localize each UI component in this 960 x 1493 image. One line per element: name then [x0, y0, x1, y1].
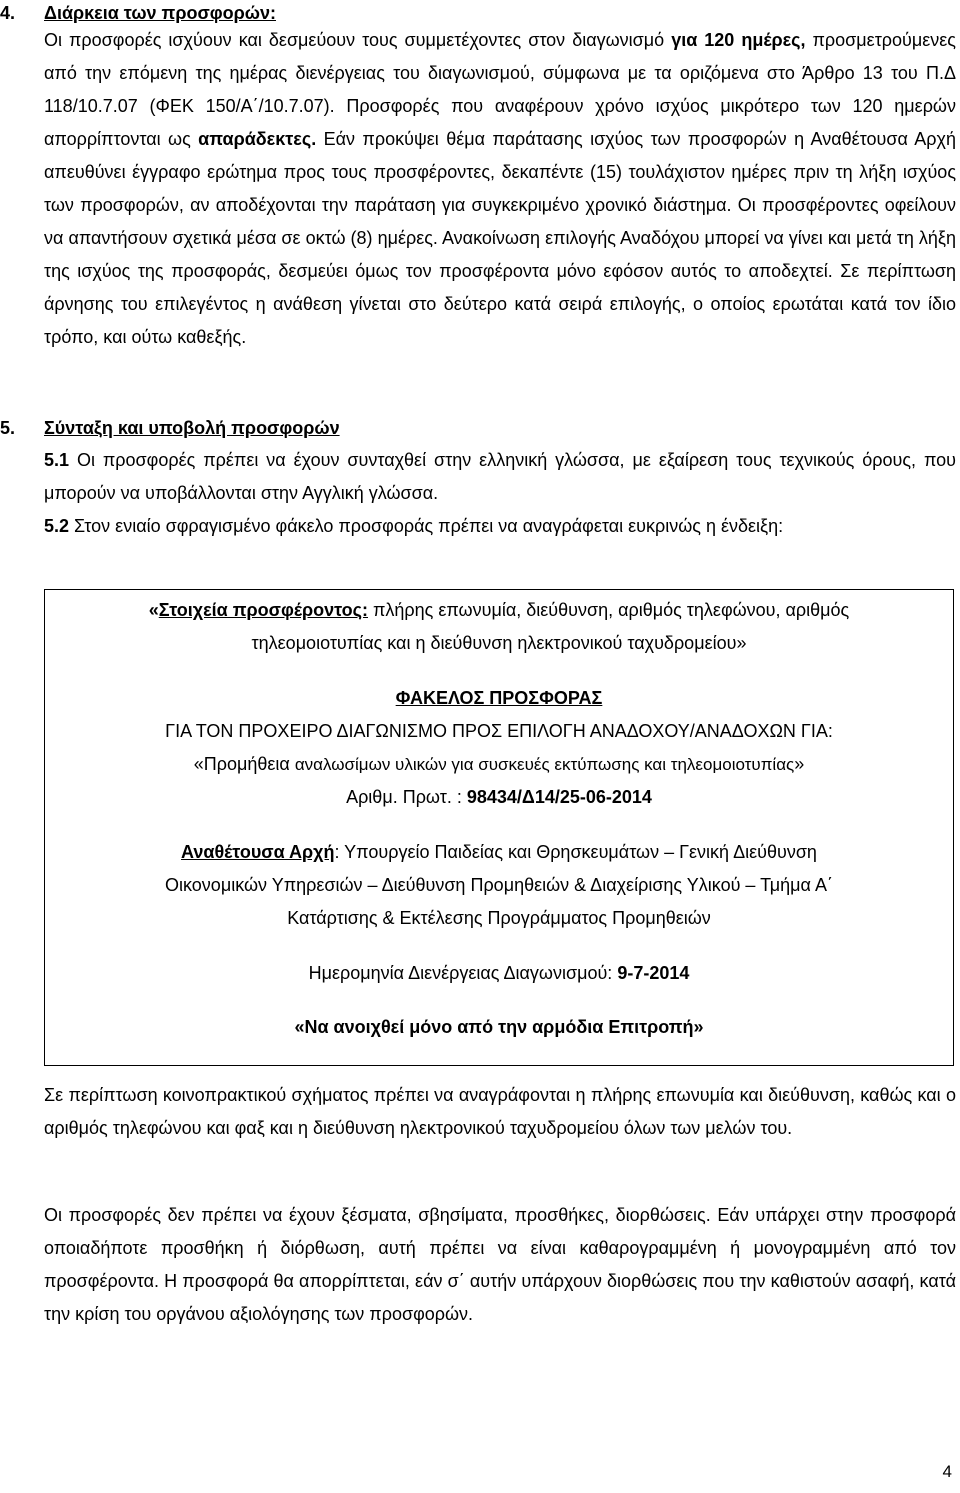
protocol-line — [45, 781, 953, 814]
paragraph-5-1 — [44, 444, 956, 510]
tender-date-label: Ημερομηνία Διενέργειας Διαγωνισμού: — [308, 963, 618, 983]
tender-date-line — [45, 957, 953, 990]
bidder-details-label: Στοιχεία προσφέροντος: — [158, 600, 368, 620]
tender-date-value: 9-7-2014 — [617, 963, 690, 983]
authority-line-3: Κατάρτισης & Εκτέλεσης Προγράμματος Προμηθειών — [287, 908, 711, 928]
committee-note: «Να ανοιχθεί μόνο από την αρμόδια Επιτροπή» — [294, 1017, 704, 1037]
text-run: πλήρης επωνυμία, διεύθυνση, αριθμός τηλεφώνου, αριθμός — [368, 600, 850, 620]
page-number: 4 — [942, 1462, 952, 1481]
section-4-paragraph — [44, 24, 956, 354]
envelope-label-box — [44, 589, 954, 1066]
text-run: Οι προσφορές πρέπει να έχουν συνταχθεί στην ελληνική γλώσσα, με εξαίρεση τους τεχνικούς όρους, που μπορούν να υποβάλλονται στην Αγγλική γλώσσα. — [44, 450, 956, 503]
section-4-title: Διάρκεια των προσφορών: — [44, 3, 276, 23]
clause-number: 5.1 — [44, 450, 70, 470]
text-run: Οι προσφορές ισχύουν και δεσμεύουν τους συμμετέχοντες στον διαγωνισμό — [44, 30, 672, 50]
tender-line: ΓΙΑ ΤΟΝ ΠΡΟΧΕΙΡΟ ΔΙΑΓΩΝΙΣΜΟ ΠΡΟΣ ΕΠΙΛΟΓΗ ΑΝΑΔΟΧΟΥ/ΑΝΑΔΟΧΩΝ ΓΙΑ: — [165, 721, 833, 741]
text-run: προσμετρούμενες από την επόμενη της ημέρας διενέργειας του διαγωνισμού, σύμφωνα με τα οριζόμενα στο Άρθρο 13 του Π.Δ 118/10.7.07 (ΦΕΚ 150/Α΄/10.7.07). Προσφορές που αναφέρουν χρόνο ισχύος μικρότερο των 120 ημερών απορρίπτονται ως — [44, 30, 956, 149]
corrections-paragraph: Οι προσφορές δεν πρέπει να έχουν ξέσματα, σβησίματα, προσθήκες, διορθώσεις. Εάν υπάρχει στην προσφορά οποιαδήποτε προσθήκη ή διόρθωση, αυτή πρέπει να είναι καθαρογραμμένη ή μονογραμμένη από τον προσφέροντα. Η προσφορά θα απορρίπτεται, εάν σ΄ αυτήν υπάρχουν διορθώσεις που την καθιστούν ασαφή, κατά την κρίση του οργάνου αξιολόγησης των προσφορών. — [44, 1205, 956, 1324]
clause-number: 5.2 — [44, 516, 70, 536]
text-run: αναλωσίμων υλικών για συσκευές εκτύπωσης και τηλεομοιοτυπίας — [294, 755, 795, 774]
section-4-number: 4. — [0, 3, 16, 23]
envelope-title: ΦΑΚΕΛΟΣ ΠΡΟΣΦΟΡΑΣ — [395, 688, 603, 708]
protocol-label: Αριθμ. Πρωτ. : — [346, 787, 467, 807]
authority-label: Αναθέτουσα Αρχή — [181, 842, 335, 862]
text-run: : Υπουργείο Παιδείας και Θρησκευμάτων – Γενική Διεύθυνση — [334, 842, 817, 862]
text-run-bold: απαράδεκτες. — [198, 129, 317, 149]
authority-line-2: Οικονομικών Υπηρεσιών – Διεύθυνση Προμηθειών & Διαχείρισης Υλικού – Τμήμα Α΄ — [165, 875, 833, 895]
authority-line-1 — [45, 836, 953, 869]
text-run: «Προμήθεια — [193, 754, 295, 774]
section-5-number: 5. — [0, 418, 16, 438]
section-5-title: Σύνταξη και υποβολή προσφορών — [44, 418, 340, 438]
text-run-bold: για 120 ημέρες, — [671, 30, 806, 50]
consortium-paragraph: Σε περίπτωση κοινοπρακτικού σχήματος πρέπει να αναγράφονται η πλήρης επωνυμία και διεύθυνση, καθώς και ο αριθμός τηλεφώνου και φαξ και η διεύθυνση ηλεκτρονικού ταχυδρομείου όλων των μελών του. — [44, 1085, 956, 1138]
protocol-number: 98434/Δ14/25-06-2014 — [466, 787, 652, 807]
text-run: Εάν προκύψει θέμα παράτασης ισχύος των προσφορών η Αναθέτουσα Αρχή απευθύνει έγγραφο ερώτημα προς τους προσφέροντες, δεκαπέντε (15) τουλάχιστον ημέρες πριν τη λήξη ισχύος των προσφορών, αν αποδέχονται την παράταση για συγκεκριμένο χρονικό διάστημα. Οι προσφέροντες οφείλουν να απαντήσουν σχετικά μέσα σε οκτώ (8) ημέρες. Ανακοίνωση επιλογής Αναδόχου μπορεί να γίνει και μετά τη λήξη της ισχύος της προσφοράς, δεσμεύει όμως τον προσφέροντα μόνο εφόσον αυτός το αποδεχτεί. Σε περίπτωση άρνησης του επιλεγέντος η ανάθεση γίνεται στο δεύτερο κατά σειρά επιλογής, ο οποίος ερωτάται κατά τον ίδιο τρόπο, και ούτω καθεξής. — [44, 129, 956, 347]
paragraph-5-2 — [44, 510, 956, 543]
section-5-heading — [0, 412, 340, 445]
quote-mark: « — [148, 600, 159, 620]
bidder-details-line-2: τηλεομοιοτυπίας και η διεύθυνση ηλεκτρονικού ταχυδρομείου» — [251, 633, 747, 653]
text-run: Στον ενιαίο σφραγισμένο φάκελο προσφοράς πρέπει να αναγράφεται ευκρινώς η ένδειξη: — [69, 516, 784, 536]
text-run: » — [794, 754, 805, 774]
subject-line — [45, 748, 953, 781]
bidder-details-line — [45, 594, 953, 627]
